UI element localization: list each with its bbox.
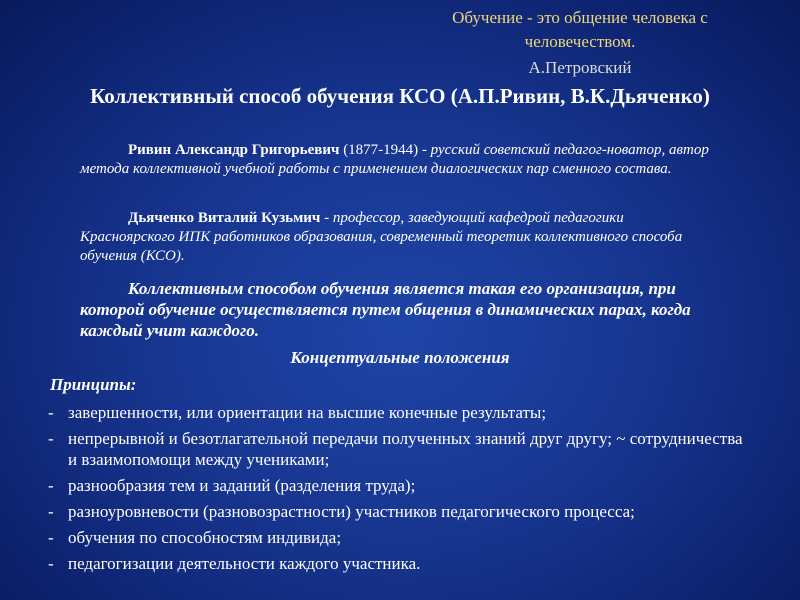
principle-text: педагогизации деятельности каждого участника. [68, 554, 421, 573]
principle-item [48, 402, 748, 423]
principle-text: разнообразия тем и заданий (разделения труда); [68, 476, 416, 495]
list-bullet: - [48, 476, 54, 495]
list-bullet: - [48, 554, 54, 573]
principle-item [48, 553, 748, 574]
principle-item [48, 527, 748, 548]
dyachenko-paragraph [80, 209, 720, 266]
rivin-paragraph [80, 141, 720, 179]
list-bullet: - [48, 502, 54, 521]
concepts-heading: Концептуальные положения [290, 348, 510, 367]
kso-definition: Коллективным способом обучения является такая его организация, при которой обучение осуществляется путем общения в динамических парах, когда каждый учит каждого. [80, 279, 691, 340]
principle-text: завершенности, или ориентации на высшие конечные результаты; [68, 403, 547, 422]
dyachenko-name: Дьяченко Виталий Кузьмич [128, 210, 321, 226]
list-bullet: - [48, 429, 54, 448]
rivin-description: - русский советский педагог-новатор, автор метода коллективной учебной работы с применением диалогических пар сменного состава. [80, 142, 709, 177]
rivin-years: (1877-1944) [339, 142, 419, 158]
list-bullet: - [48, 403, 54, 422]
slide-title: Коллективный способ обучения КСО (А.П.Ривин, В.К.Дьяченко) [90, 84, 710, 108]
principles-list [48, 402, 748, 579]
dyachenko-description: - профессор, заведующий кафедрой педагогики Красноярского ИПК работников образования, современный теоретик коллективного способа обучения (КСО). [80, 210, 683, 264]
principle-text: непрерывной и безотлагательной передачи полученных знаний друг другу; ~ сотрудничества и взаимопомощи между учениками; [68, 429, 743, 469]
principle-item [48, 501, 748, 522]
epigraph [400, 6, 760, 80]
epigraph-quote-line2: человечеством. [524, 32, 636, 51]
rivin-name: Ривин Александр Григорьевич [128, 142, 340, 158]
list-bullet: - [48, 528, 54, 547]
principles-heading: Принципы: [50, 375, 137, 394]
principle-text: обучения по способностям индивида; [68, 528, 342, 547]
epigraph-quote-line1: Обучение - это общение человека с [452, 8, 708, 27]
principle-item [48, 475, 748, 496]
principle-item [48, 428, 748, 470]
principle-text: разноуровневости (разновозрастности) участников педагогического процесса; [68, 502, 635, 521]
epigraph-author: А.Петровский [528, 58, 632, 77]
